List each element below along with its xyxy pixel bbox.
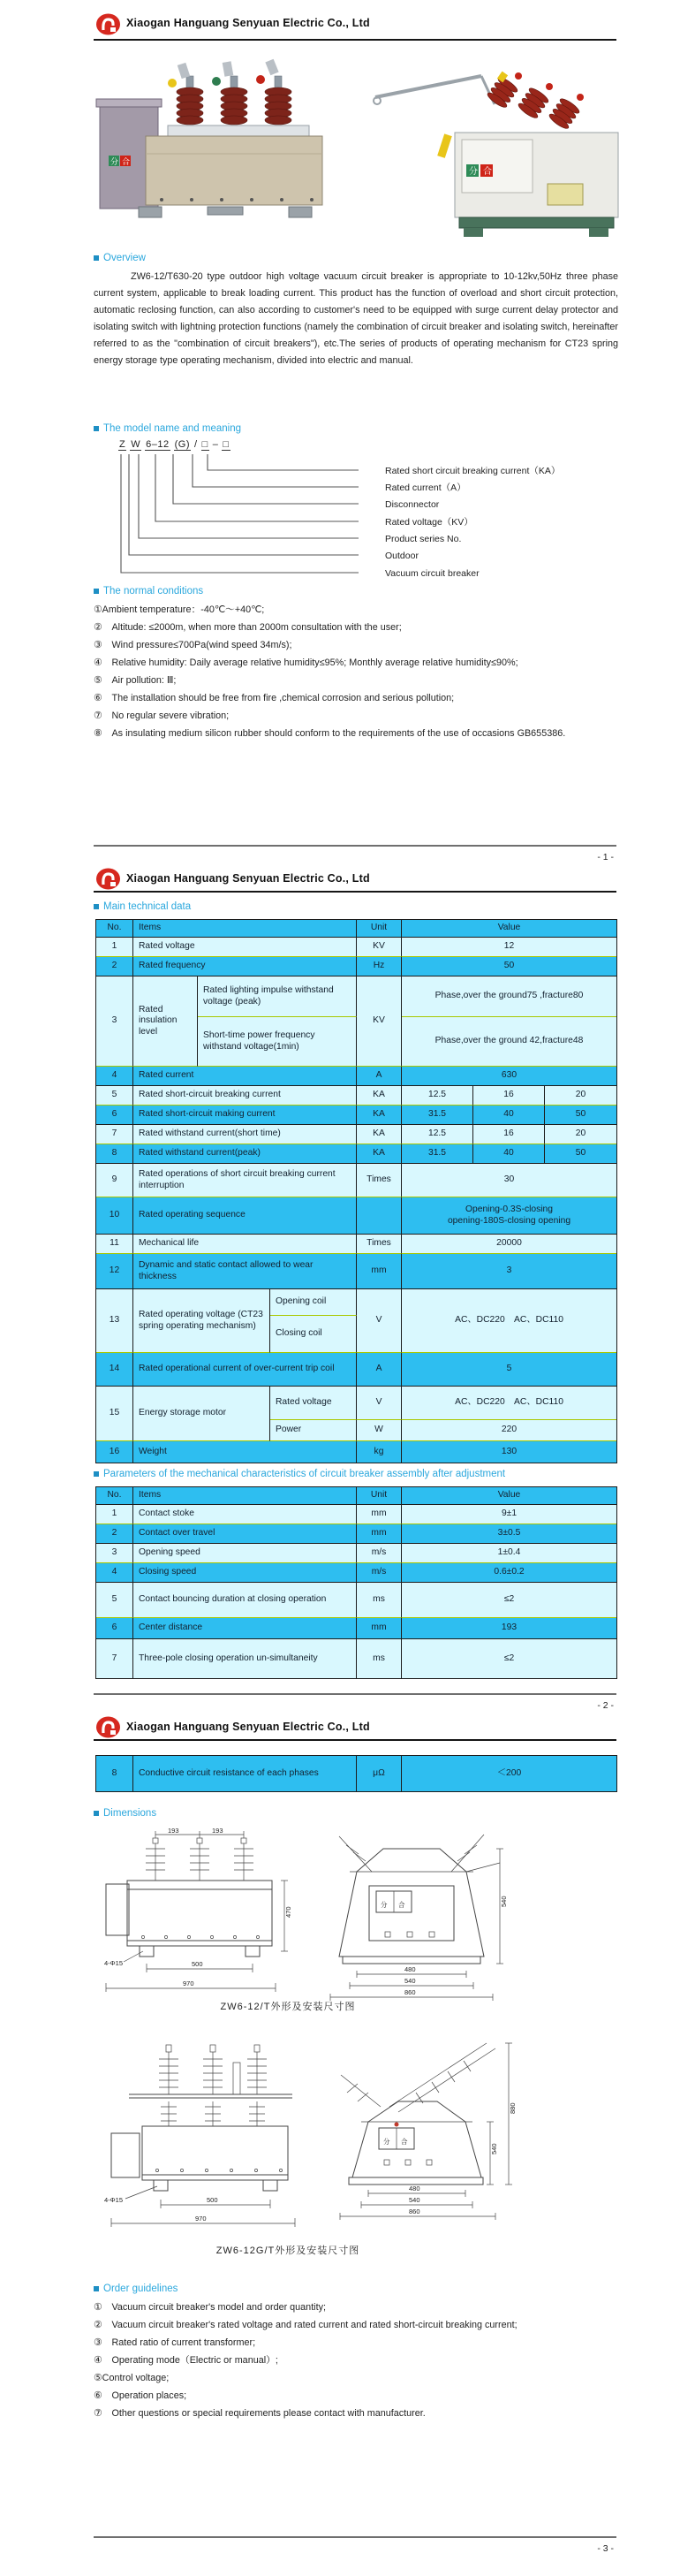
main-technical-table: No. Items Unit Value 1 Rated voltage KV 12 2 Rated frequency Hz 50 3 Rated insulation level Rated lighting impulse withstand voltage (peak) KV Phase,over the ground75 ,fracture80 Short-time power frequency withstand voltage(1min) Phase,over the ground 42,fracture48 4 Rated current A 630 5 Rated short-circuit breaking current KA 12.5 16 20 6 Rated short-circuit making current KA 31.5 40 50 7 Rated withstand current(short time) KA 12.5 16 20 8 Rated withstand current(peak) KA 31.5 40 50 9 Rated operations of short circuit breaking current interruption Times 30 10 Rated operating sequence Opening-0.3S-closing opening-180S-closing opening 11 Mechanical life Times 20000 12 Dynamic and static contact allowed to wear thickness mm 3 13 Rated operating voltage (CT23 spring operating mechanism) Opening coil V AC、DC220 AC、DC110 Closing coil 14 Rated operational current of over-current trip coil A 5 15 Energy storage motor Rated voltage V AC、DC220 AC、DC110 Power W 220 16 Weight kg 130 [95,919,617,1463]
section-title: Dimensions [103,1808,157,1819]
svg-text:970: 970 [195,2215,207,2223]
order-guidelines-list [94,2299,618,2423]
svg-text:分: 分 [381,1901,388,1909]
section-bullet-icon [94,426,99,431]
order-item: ⑦ Other questions or special requirements please contact with manufacturer. [94,2408,426,2419]
condition-item: ⑤ Air pollution: Ⅲ; [94,675,177,686]
section-title: Main technical data [103,901,192,912]
section-main-technical-data [94,901,191,912]
section-bullet-icon [94,2286,99,2291]
model-part: Z [119,439,126,450]
fig1-side-view [330,1835,508,2001]
page3-footer-rule [94,2536,616,2538]
svg-text:合: 合 [483,167,492,177]
section-overview [94,253,146,263]
section-dimensions [94,1808,156,1819]
svg-text:合: 合 [122,157,131,166]
svg-text:分: 分 [110,157,119,166]
svg-text:540: 540 [490,2143,498,2154]
condition-item: ② Altitude: ≤2000m, when more than 2000m consultation with the user; [94,622,402,633]
svg-text:500: 500 [207,2196,218,2204]
figure2-caption: ZW6-12G/T外形及安装尺寸图 [215,2245,360,2256]
page2-number: - 2 - [597,1700,614,1711]
page1-footer-rule [94,845,616,847]
svg-text:540: 540 [409,2196,420,2204]
svg-text:Rated short circuit breaking c: Rated short circuit breaking current（KA） [385,466,561,476]
svg-text:Rated current（A）: Rated current（A） [385,483,466,493]
model-part: 6–12 [146,439,170,450]
svg-text:470: 470 [284,1906,292,1918]
product-photo-right [374,72,618,237]
svg-text:合: 合 [401,2138,408,2146]
svg-text:193: 193 [168,1827,179,1835]
svg-text:480: 480 [404,1965,416,1973]
svg-text:970: 970 [183,1979,194,1987]
company-name: Xiaogan Hanguang Senyuan Electric Co., Ltd [126,1721,370,1733]
condition-item: ③ Wind pressure≤700Pa(wind speed 34m/s); [94,640,292,650]
model-part: W [131,439,141,450]
condition-item: ①Ambient temperature：-40℃～+40℃; [94,604,265,615]
svg-text:540: 540 [500,1896,508,1907]
svg-text:Disconnector: Disconnector [385,499,440,510]
svg-text:4-Φ15: 4-Φ15 [104,1959,123,1967]
section-bullet-icon [94,589,99,594]
overview-paragraph: ZW6-12/T630-20 type outdoor high voltage vacuum circuit breaker is appropriate to 10-12kv,50Hz three phase current system, applicable to break loading current. This product has the function of overload and short circuit protection, automatic reclosing function, can also according to customer's need to be equipped with surge current delay protector and isolating switch with lightning protection functions (namely the combination of circuit breaker and isolating switch, hereinafter referred to as the "combination of circuit breakers"), etc.The series of products of operating mechanism for CT23 spring energy storage type operating mechanism, divided into electric and manual. [94,271,618,366]
section-title: Order guidelines [103,2283,178,2294]
dimension-figure-zw6-12t [102,1826,518,2002]
condition-item: ⑧ As insulating medium silicon rubber should conform to the requirements of the use of occasions GB655386. [94,728,566,739]
svg-text:Product series No.: Product series No. [385,534,462,544]
company-name: Xiaogan Hanguang Senyuan Electric Co., Ltd [126,872,370,885]
company-logo-icon [95,13,121,36]
model-part: □ [201,439,208,450]
model-part: / [194,439,198,450]
svg-text:540: 540 [404,1977,416,1985]
company-logo-icon [95,868,121,891]
svg-text:880: 880 [509,2102,517,2114]
page2-footer-rule [94,1693,616,1695]
product-photo-left [96,59,322,217]
header-rule [94,1739,616,1741]
mechanical-parameters-table: No. Items Unit Value 1 Contact stoke mm 9±1 2 Contact over travel mm 3±0.5 3 Opening speed m/s 1±0.4 4 Closing speed m/s 0.6±0.2 5 Contact bouncing duration at closing operation ms ≤2 6 Center distance mm 193 7 Three-pole closing operation un-simultaneity ms ≤2 [95,1486,617,1679]
svg-text:500: 500 [192,1960,203,1968]
order-item: ⑥ Operation places; [94,2390,187,2401]
order-item: ⑤Control voltage; [94,2373,170,2383]
section-order-guidelines [94,2283,178,2294]
model-part: □ [223,439,230,450]
header-rule [94,891,616,893]
company-name: Xiaogan Hanguang Senyuan Electric Co., Ltd [126,17,370,29]
page3-number: - 3 - [597,2543,614,2554]
svg-text:分: 分 [469,167,478,177]
section-title: The normal conditions [103,586,204,597]
svg-text:860: 860 [409,2207,420,2215]
mechanical-parameters-table-continued: 8 Conductive circuit resistance of each phases μΩ ＜200 [95,1755,617,1792]
svg-text:Vacuum circuit breaker: Vacuum circuit breaker [385,568,480,579]
fig1-front-view [104,1827,292,1992]
fig2-side-view [340,2043,517,2220]
section-bullet-icon [94,904,99,909]
section-bullet-icon [94,1471,99,1477]
company-logo-icon [95,1716,121,1739]
model-part: (G) [174,439,190,450]
svg-text:4-Φ15: 4-Φ15 [104,2196,123,2204]
svg-text:分: 分 [383,2138,390,2146]
condition-item: ⑥ The installation should be free from fire ,chemical corrosion and serious pollution; [94,693,455,703]
fig2-front-view [104,2045,295,2227]
section-title: The model name and meaning [103,423,241,434]
order-item: ① Vacuum circuit breaker's model and order quantity; [94,2302,326,2313]
order-item: ② Vacuum circuit breaker's rated voltage and rated current and rated short-circuit breaking current; [94,2320,518,2330]
section-mechanical-parameters [94,1469,505,1479]
dimension-figure-zw6-12gt [102,2038,526,2243]
section-bullet-icon [94,1811,99,1816]
page1-number: - 1 - [597,852,614,862]
section-normal-conditions [94,586,203,597]
order-item: ③ Rated ratio of current transformer; [94,2337,256,2348]
product-photo [84,49,623,253]
svg-text:480: 480 [409,2185,420,2192]
section-bullet-icon [94,255,99,261]
model-code [118,439,234,450]
model-part: – [212,439,219,450]
svg-text:Rated voltage（KV）: Rated voltage（KV） [385,517,473,528]
section-title: Overview [103,253,146,263]
section-model-name [94,423,241,434]
svg-text:合: 合 [398,1901,405,1909]
model-meaning-diagram [94,452,616,585]
conditions-list [94,602,618,743]
condition-item: ⑦ No regular severe vibration; [94,710,230,721]
header-rule [94,39,616,41]
svg-text:Outdoor: Outdoor [385,551,419,561]
section-title: Parameters of the mechanical characteristics of circuit breaker assembly after adjustment [103,1469,506,1479]
svg-text:860: 860 [404,1988,416,1996]
figure1-caption: ZW6-12/T外形及安装尺寸图 [220,2002,356,2012]
order-item: ④ Operating mode（Electric or manual）; [94,2355,278,2366]
condition-item: ④ Relative humidity: Daily average relative humidity≤95%; Monthly average relative humidity≤90%; [94,657,518,668]
svg-text:193: 193 [212,1827,223,1835]
